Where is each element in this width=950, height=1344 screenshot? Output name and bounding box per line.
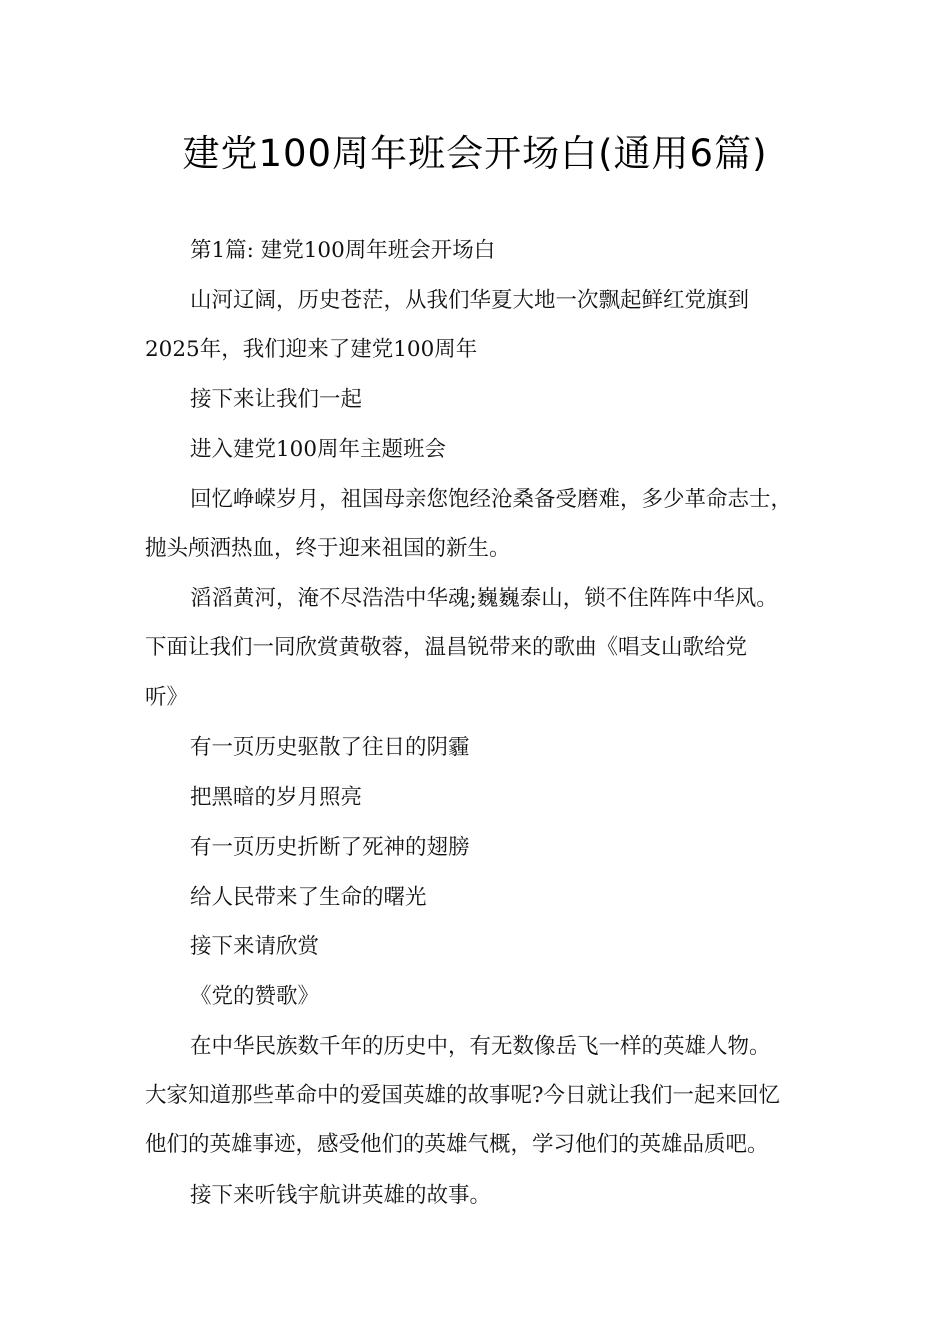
paragraph-line: 给人民带来了生命的曙光 xyxy=(190,885,427,910)
paragraph-line: 听》 xyxy=(145,685,189,710)
paragraph-line: 把黑暗的岁月照亮 xyxy=(190,785,363,810)
paragraph-line: 山河辽阔，历史苍茫，从我们华夏大地一次飘起鲜红党旗到 xyxy=(190,288,750,313)
paragraph-line: 进入建党100周年主题班会 xyxy=(190,437,447,462)
paragraph-line: 在中华民族数千年的历史中，有无数像岳飞一样的英雄人物。 xyxy=(190,1034,771,1059)
paragraph-line: 接下来请欣赏 xyxy=(190,934,320,959)
paragraph-line: 他们的英雄事迹，感受他们的英雄气概，学习他们的英雄品质吧。 xyxy=(145,1132,769,1157)
document-title: 建党100周年班会开场白(通用6篇) xyxy=(182,132,768,175)
paragraph-line: 下面让我们一同欣赏黄敬蓉，温昌锐带来的歌曲《唱支山歌给党 xyxy=(145,635,748,660)
paragraph-line: 接下来让我们一起 xyxy=(190,387,363,412)
paragraph-line: 2025年，我们迎来了建党100周年 xyxy=(145,337,478,362)
paragraph-line: 大家知道那些革命中的爱国英雄的故事呢?今日就让我们一起来回忆 xyxy=(145,1083,781,1108)
paragraph-line: 滔滔黄河，淹不尽浩浩中华魂;巍巍泰山，锁不住阵阵中华风。 xyxy=(190,586,778,611)
paragraph-line: 抛头颅洒热血，终于迎来祖国的新生。 xyxy=(145,536,511,561)
paragraph-line: 接下来听钱宇航讲英雄的故事。 xyxy=(190,1183,492,1208)
paragraph-line: 回忆峥嵘岁月，祖国母亲您饱经沧桑备受磨难，多少革命志士， xyxy=(190,487,793,512)
section-heading: 第1篇: 建党100周年班会开场白 xyxy=(190,238,496,263)
paragraph-line: 《党的赞歌》 xyxy=(190,984,320,1009)
paragraph-line: 有一页历史驱散了往日的阴霾 xyxy=(190,735,470,760)
paragraph-line: 有一页历史折断了死神的翅膀 xyxy=(190,835,470,860)
